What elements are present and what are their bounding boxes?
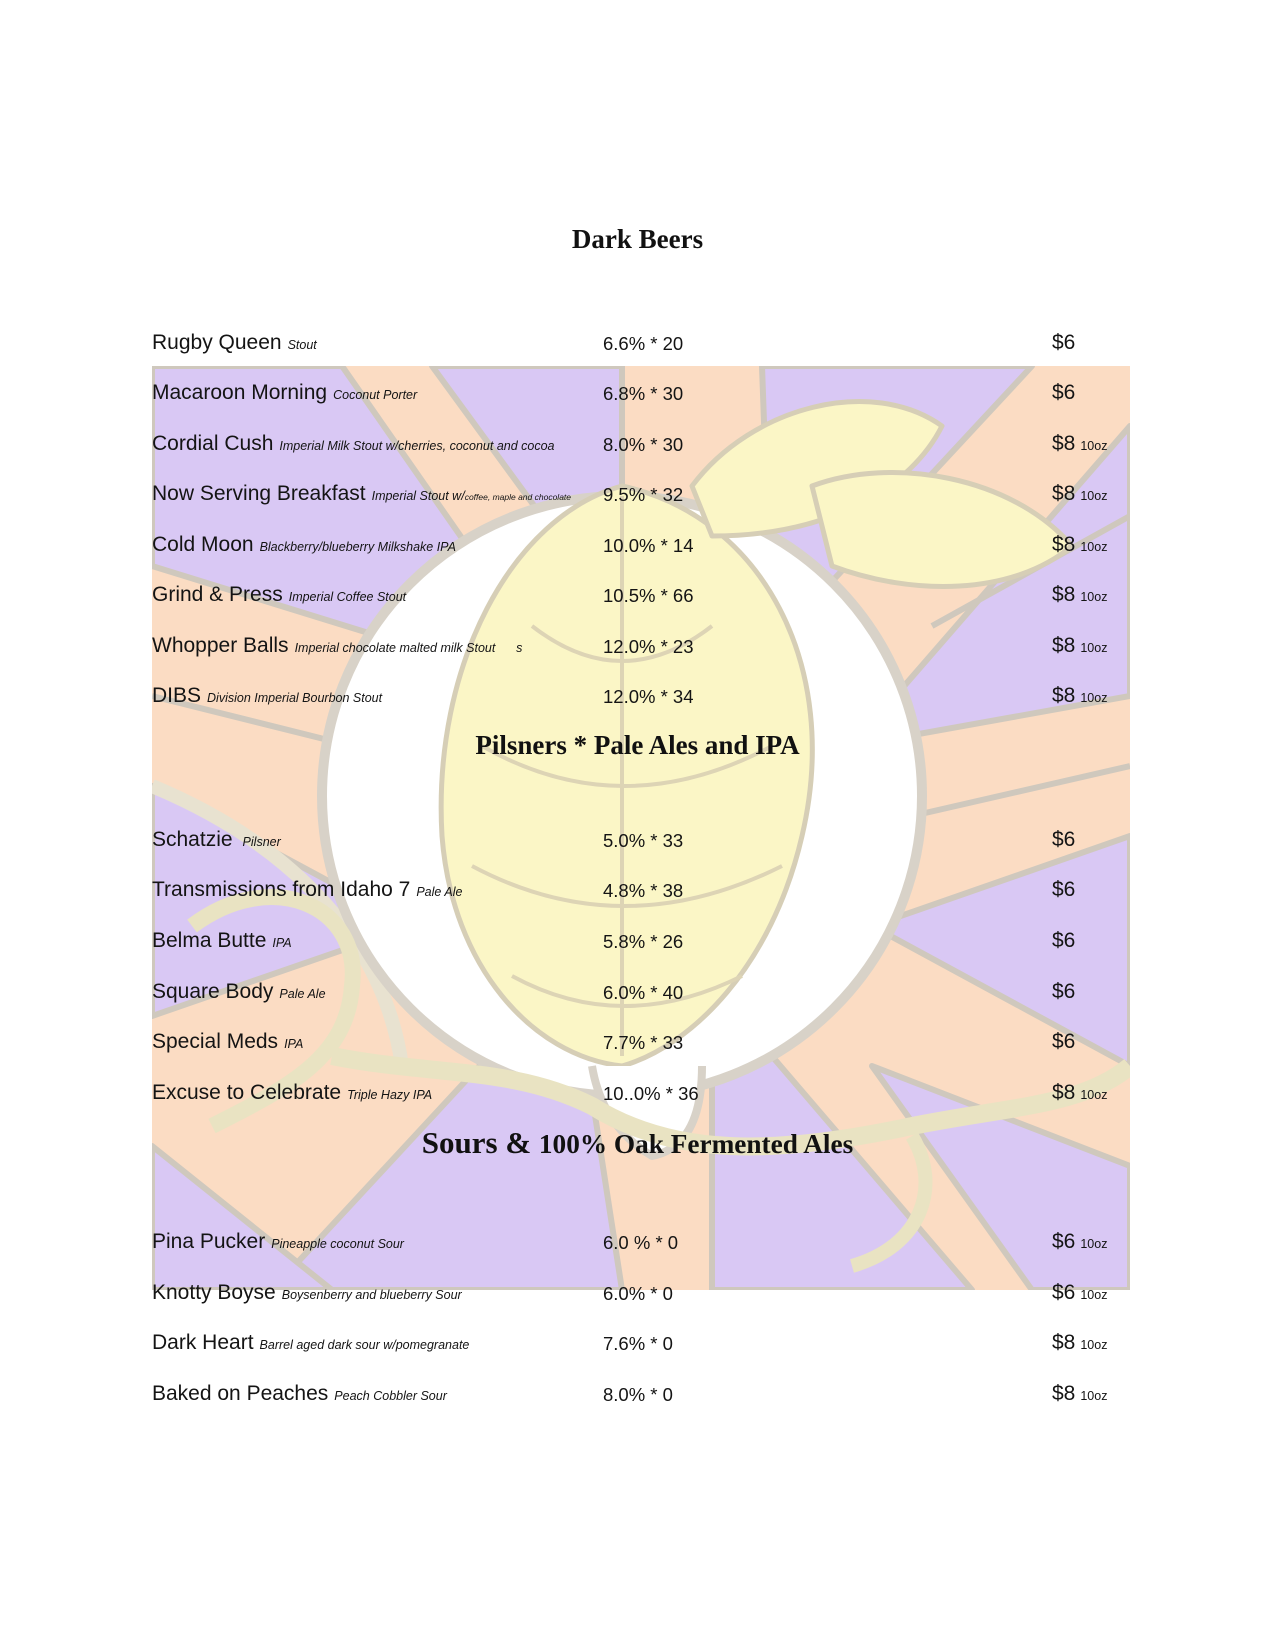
price: $6	[1052, 1281, 1076, 1304]
menu-item	[0, 331, 1275, 365]
section-title-dark-beers: Dark Beers	[571, 224, 704, 254]
abv-ibu: 12.0% * 34	[603, 686, 694, 707]
pour-size: 10oz	[1080, 439, 1108, 453]
beer-style: Pineapple coconut Sour	[271, 1237, 404, 1251]
abv-ibu: 8.0% * 0	[603, 1384, 673, 1405]
price: $6	[1052, 1230, 1076, 1253]
beer-style: Coconut Porter	[333, 388, 418, 402]
beer-name: Excuse to Celebrate	[152, 1081, 342, 1104]
price: $6	[1052, 828, 1076, 851]
beer-style: Imperial chocolate malted milk Stout s	[294, 641, 523, 655]
beer-name: Special Meds	[152, 1030, 279, 1053]
beer-name: Grind & Press	[152, 583, 283, 606]
menu-item	[0, 583, 1275, 617]
beer-style: Triple Hazy IPA	[347, 1088, 433, 1102]
price: $6	[1052, 331, 1076, 354]
beer-style: Imperial Coffee Stout	[288, 590, 407, 604]
beer-name: Dark Heart	[152, 1331, 254, 1354]
abv-ibu: 5.8% * 26	[603, 931, 684, 952]
pour-size: 10oz	[1080, 1237, 1108, 1251]
beer-style: Imperial Stout w/coffee, maple and chocolate	[371, 489, 572, 503]
beer-name: Macaroon Morning	[152, 381, 328, 404]
section-title-sours-oak-fermented-ales: Sours & 100% Oak Fermented Ales	[421, 1125, 854, 1160]
price: $6	[1052, 1030, 1076, 1053]
beer-style: Blackberry/blueberry Milkshake IPA	[259, 540, 456, 554]
price: $8	[1052, 1382, 1076, 1405]
beer-name: Now Serving Breakfast	[152, 482, 366, 505]
beer-style: Stout	[287, 338, 317, 352]
price: $8	[1052, 1331, 1076, 1354]
menu-item	[0, 381, 1275, 415]
abv-ibu: 10..0% * 36	[603, 1083, 699, 1104]
abv-ibu: 4.8% * 38	[603, 880, 684, 901]
abv-ibu: 6.0% * 0	[603, 1283, 673, 1304]
price: $8	[1052, 533, 1076, 556]
beer-name: Cold Moon	[152, 533, 254, 556]
price: $8	[1052, 583, 1076, 606]
menu-item	[0, 1230, 1275, 1264]
price: $6	[1052, 929, 1076, 952]
price: $8	[1052, 1081, 1076, 1104]
menu-item	[0, 634, 1275, 668]
menu-item	[0, 828, 1275, 862]
menu-item	[0, 1331, 1275, 1365]
abv-ibu: 10.5% * 66	[603, 585, 694, 606]
beer-name: Baked on Peaches	[152, 1382, 329, 1405]
pour-size: 10oz	[1080, 540, 1108, 554]
menu-item	[0, 1281, 1275, 1315]
beer-style: IPA	[284, 1037, 304, 1051]
beer-name: Belma Butte	[152, 929, 267, 952]
price: $8	[1052, 482, 1076, 505]
beer-style: Pale Ale	[416, 885, 463, 899]
menu-item	[0, 533, 1275, 567]
abv-ibu: 6.0% * 40	[603, 982, 684, 1003]
beer-name: Whopper Balls	[152, 634, 289, 657]
price: $6	[1052, 878, 1076, 901]
beer-name: Pina Pucker	[152, 1230, 266, 1253]
menu-item	[0, 684, 1275, 718]
pour-size: 10oz	[1080, 641, 1108, 655]
price: $8	[1052, 684, 1076, 707]
price: $8	[1052, 432, 1076, 455]
abv-ibu: 6.8% * 30	[603, 383, 684, 404]
abv-ibu: 9.5% * 32	[603, 484, 684, 505]
price: $6	[1052, 980, 1076, 1003]
abv-ibu: 5.0% * 33	[603, 830, 684, 851]
menu-item	[0, 432, 1275, 466]
abv-ibu: 10.0% * 14	[603, 535, 694, 556]
pour-size: 10oz	[1080, 590, 1108, 604]
beer-style: Barrel aged dark sour w/pomegranate	[259, 1338, 470, 1352]
beer-style: Imperial Milk Stout w/cherries, coconut and cocoa	[279, 439, 555, 453]
menu-item	[0, 929, 1275, 963]
beer-name: Knotty Boyse	[152, 1281, 276, 1304]
beer-name: DIBS	[152, 684, 202, 707]
beer-name: Rugby Queen	[152, 331, 282, 354]
abv-ibu: 6.6% * 20	[603, 333, 684, 354]
pour-size: 10oz	[1080, 489, 1108, 503]
abv-ibu: 6.0 % * 0	[603, 1232, 679, 1253]
menu-item	[0, 980, 1275, 1014]
section-title-pilsners-pale-ales-ipa: Pilsners * Pale Ales and IPA	[475, 730, 800, 760]
abv-ibu: 7.6% * 0	[603, 1333, 673, 1354]
price: $8	[1052, 634, 1076, 657]
beer-name: Square Body	[152, 980, 274, 1003]
beer-style: Boysenberry and blueberry Sour	[281, 1288, 462, 1302]
menu-item	[0, 1030, 1275, 1064]
beer-name: Schatzie	[152, 828, 233, 851]
pour-size: 10oz	[1080, 1389, 1108, 1403]
beer-style: Peach Cobbler Sour	[334, 1389, 447, 1403]
menu-item	[0, 878, 1275, 912]
abv-ibu: 7.7% * 33	[603, 1032, 684, 1053]
beer-style: IPA	[272, 936, 292, 950]
beer-style: Pilsner	[242, 835, 281, 849]
price: $6	[1052, 381, 1076, 404]
abv-ibu: 8.0% * 30	[603, 434, 684, 455]
abv-ibu: 12.0% * 23	[603, 636, 694, 657]
pour-size: 10oz	[1080, 1088, 1108, 1102]
beer-style: Pale Ale	[279, 987, 326, 1001]
beer-name: Cordial Cush	[152, 432, 274, 455]
beer-name: Transmissions from Idaho 7	[152, 878, 411, 901]
menu-item	[0, 482, 1275, 516]
pour-size: 10oz	[1080, 691, 1108, 705]
menu-item	[0, 1382, 1275, 1416]
menu-item	[0, 1081, 1275, 1115]
pour-size: 10oz	[1080, 1288, 1108, 1302]
pour-size: 10oz	[1080, 1338, 1108, 1352]
beer-style: Division Imperial Bourbon Stout	[207, 691, 383, 705]
